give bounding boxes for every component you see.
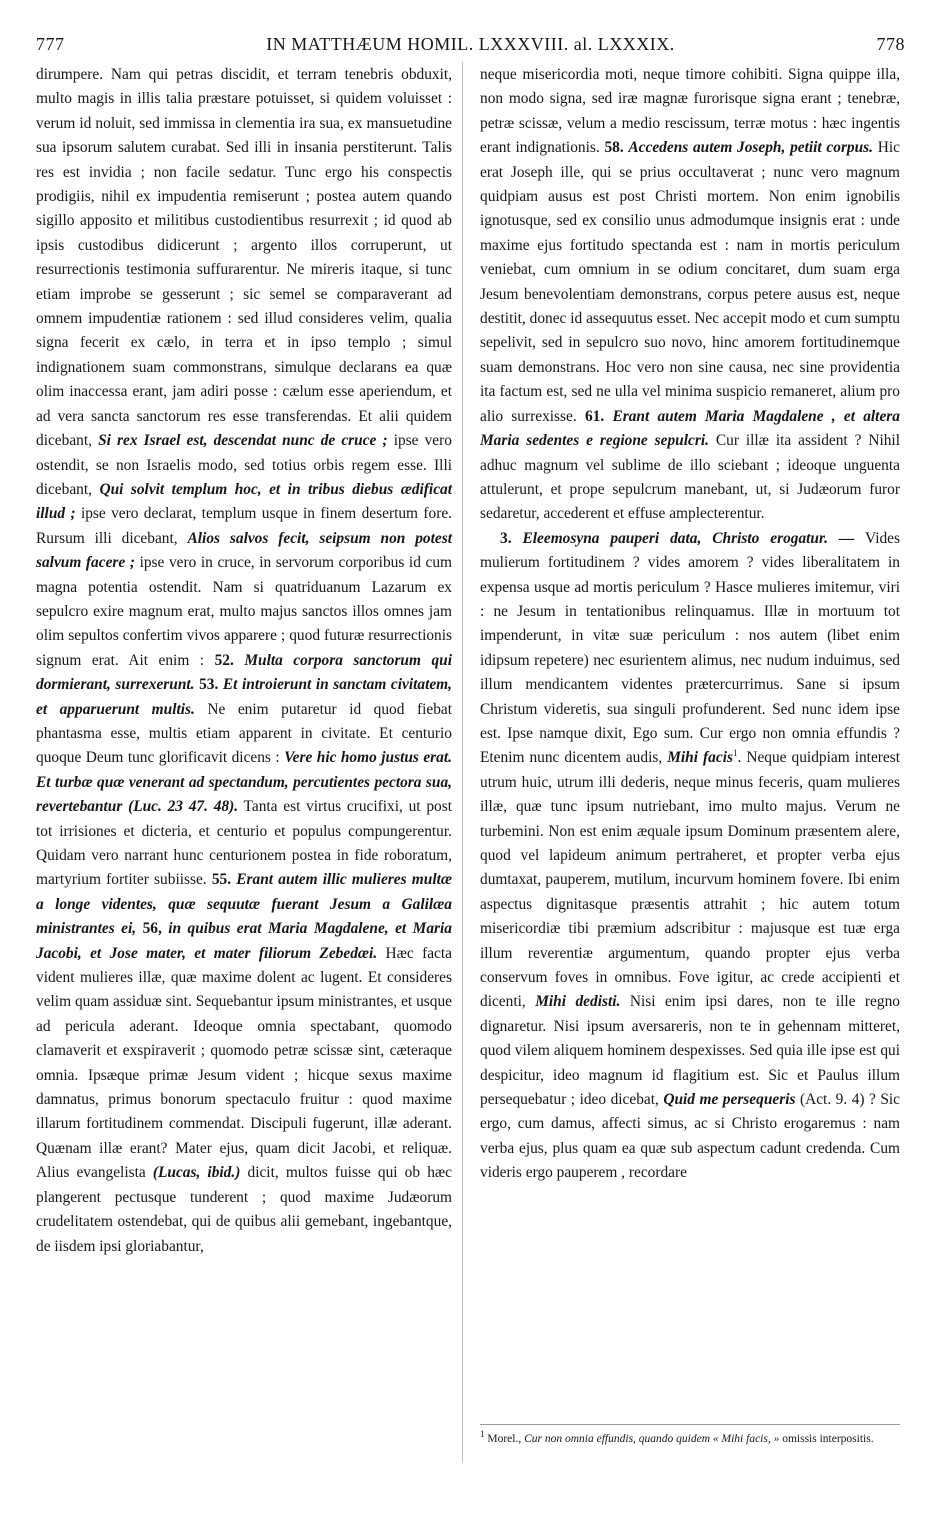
quotation: in quibus erat Maria Magdalene, et Maria Jacobi, et Jose mater, et mater filiorum Zebedæi. xyxy=(36,920,452,962)
text: Hic erat Joseph ille, qui se prius occultaverat ; nunc vero magnum quidpiam ausus est post Christi mortem. Non enim ignobilis ignotusque, sed ex consilio unus admodumque insignis erat : unde maxime ejus fortitudo spectanda est : nam in mortis periculum veniebat, cum omnium in se odium concitaret, dum suam erga Jesum benevolentiam demonstrans, corpus petere ausus est, neque destitit, donec id assequutus esset. Nec accepit modo et cum sumptu sepelivit, sed in sepulcro suo novo, hinc amorem fortitudinemque suam demonstrans. Hoc vero non sine causa, nec sine providentia ita factum est, sed ne ulla vel minima suspicio remaneret, alium pro alio surrexisse. xyxy=(480,139,900,425)
text: omissis interpositis. xyxy=(782,1433,874,1445)
text: dirumpere. Nam qui petras discidit, et terram tenebris obduxit, multo magis in illis talia præstare potuisset, si quidem voluisset : verum id noluit, sed immissa in clementia ira sua, ex mansuetudine sua ipsorum salutem curabat. Sed illi in insania perstiterunt. Talis res est invidia ; non facile sedatur. Tunc ergo his conspectis prodigiis, nihil ex impudentia remiserunt ; postea autem quando sigillo apposito et militibus custodientibus resurrexit ; id quod ab ipsis custodibus didicerunt ; argento illos corruperunt, ut resurrectionis testimonia suffurarentur. Ne mireris itaque, si tunc etiam improbe se gesserunt ; sic semel se comparaverant ad omnem impudentiæ rationem : sed illud consideres velim, qualia signa fecerit ex cælo, in terra et in ipso templo ; simul indignationem suam commonstrans, simulque declarans ea quæ olim inaccessa erant, jam adiri posse : cælum esse aperiendum, et ad vera sancta sanctorum res esse transferendas. Et alii quidem dicebant, xyxy=(36,66,452,450)
page-number-left: 777 xyxy=(36,34,65,54)
text: Vides mulierum fortitudinem ? vides amorem ? vides liberalitatem in expensa usque ad mortis periculum ? Hasce mulieres imitemur, viri : ne Jesum in tentationibus relinquamus. Illæ in mortuum tot impenderunt, in vitæ suæ periculum : nos autem (libet enim idipsum repetere) nec esurientem alimus, nec nudum induimus, sed illum mendicantem videntes prætercurrimus. Sane si ipsum Christum videretis, sua singuli profunderent. Sed nunc idem ipse est. Ipse namque dixit, Ego sum. Cur ergo non omnia effundis ? Etenim nunc dicentem audis, xyxy=(480,529,900,767)
text: (Act. 9. 4) ? Sic ergo, cum damus, affecti simus, ac si Christo erogaremus : nam verba ejus, plus quam ea quæ sub aspectum cadunt credenda. Cum videris ergo pauperem , recordare xyxy=(480,1091,900,1182)
text: ipse vero ostendit, se non Israelis modo, sed totius orbis regem esse. Illi dicebant, xyxy=(36,432,452,498)
quotation: Alios salvos fecit, seipsum non potest salvum facere ; xyxy=(36,529,452,572)
quotation: Qui solvit templum hoc, et in tribus diebus ædificat illud ; xyxy=(36,480,452,523)
quotation: Accedens autem Joseph, petiit corpus. xyxy=(628,139,874,157)
text: Ne enim putaretur id quod fiebat phantasma esse, multis etiam apparent in civitate. Et centurio quoque Deum tunc glorificavit dicens : xyxy=(36,700,452,767)
right-column xyxy=(480,63,900,1186)
text: Tanta est virtus crucifixi, ut post tot irrisiones et dicteria, et centurio et populus compungerentur. Quidam vero narrant hunc centurionem postea in fide roboratum, martyrium fortiter subiisse. xyxy=(36,798,452,889)
quotation: Cur non omnia effundis, quando quidem « Mihi facis, » xyxy=(524,1433,780,1445)
text: ipse vero declarat, templum usque in finem desertum fore. Rursum illi dicebant, xyxy=(36,505,452,547)
verse-number: 53. xyxy=(199,676,219,694)
paragraph xyxy=(480,527,900,1186)
quotation: Si rex Israel est, descendat nunc de cruce ; xyxy=(98,432,388,450)
text: Morel., xyxy=(487,1433,522,1445)
verse-number: 55. xyxy=(211,871,232,889)
quotation: Et introierunt in sanctam civitatem, et apparuerunt multis. xyxy=(36,676,452,718)
footnote xyxy=(480,1424,900,1447)
quotation: Erant autem Maria Magdalene , et altera Maria sedentes e regione sepulcri. xyxy=(480,407,900,450)
verse-number: 52. xyxy=(214,651,234,669)
text: ipse vero in cruce, in servorum corporibus id cum magna potentia ostendit. Nam si quatriduanum Lazarum ex sepulcro exire magnum erat, multo majus sanctos illos omnes jam olim sepultos confertim vivos apparere ; quod futuræ resurrectionis signum erat. Ait enim : xyxy=(36,554,452,669)
quotation: Mihi facis xyxy=(667,749,733,767)
section-title: Eleemosyna pauperi data, Christo erogatur. — xyxy=(522,529,855,547)
running-header xyxy=(36,30,905,58)
text: Nisi enim ipsi dares, non te ille regno dignaretur. Nisi ipsum aversareris, non te in gehennam mitteret, quod vilem aliquem hominem despexisses. Sed quia ille ipse est qui despicitur, ideo magnum id flagitium est. Sic et Paulus illum persequebatur ; ideo dicebat, xyxy=(480,993,900,1109)
left-column xyxy=(36,63,452,1259)
quotation: Quid me persequeris xyxy=(663,1091,796,1109)
footnote-number: 1 xyxy=(480,1429,485,1440)
quotation: Vere hic homo justus erat. Et turbæ quæ venerant ad spectandum, percutientes pectora sua, revertebantur (Luc. 23 47. 48). xyxy=(36,749,452,816)
text: Hæc facta vident mulieres illæ, quæ maxime dolent ac lugent. Et consideres velim quam assiduæ sint. Sequebantur ipsum ministrantes, et usque ad pericula aderant. Ideoque omnia spectabant, quomodo clamaverit et exspiraverit ; quomodo petræ scissæ sint, cæteraque omnia. Ipsæque primæ Jesum vident ; hicque sexus maxime damnatus, primus bonorum spectaculo fruitur : quod maxime illarum fortitudinem commendat. Discipuli fugerunt, illæ aderant. Quænam illæ erant? Mater ejus, quam dicit Jacobi, et reliquæ. Alius evangelista xyxy=(36,944,452,1182)
quotation: Multa corpora sanctorum qui dormierant, surrexerunt. xyxy=(36,651,452,694)
verse-number: 58. xyxy=(604,139,624,157)
verse-number: 61. xyxy=(584,407,605,425)
footnote-ref[interactable]: 1 xyxy=(732,748,738,759)
page-number-right: 778 xyxy=(876,34,905,54)
text: neque misericordia moti, neque timore cohibiti. Signa quippe illa, non modo signa, sed iræ magnæ furorisque signa erant ; tenebræ, petræ scissæ, velum a medio rescissum, terræ motus : hæc ingentis erant indignationis. xyxy=(480,66,900,157)
paragraph xyxy=(36,63,452,1259)
text: dicit, multos fuisse qui ob hæc plangerent pectusque tunderent ; quod maxime Judæorum crudelitatem ostendebat, qui de quibus alii gemebant, ingebantque, de iisdem ipsi gloriabantur, xyxy=(36,1164,452,1255)
quotation: Erant autem illic mulieres multæ a longe videntes, quæ sequutæ fuerant Jesum a Galilæa ministrantes ei, xyxy=(36,871,452,938)
column-divider xyxy=(462,62,463,1462)
paragraph xyxy=(480,63,900,527)
text: Cur illæ ita assident ? Nihil adhuc magnum vel sublime de illo sciebant ; ideoque unguenta attulerunt, et prope sepulcrum manebant, ut, si Judæorum furor sedaretur, accederent et effuse amplecterentur. xyxy=(480,432,900,523)
verse-number: 56, xyxy=(142,920,162,938)
quotation: (Lucas, ibid.) xyxy=(152,1164,241,1182)
text: . Neque quidpiam interest utrum huic, utrum illi dederis, neque minus feceris, quam mulieres illæ, quæ tunc ipsum nutriebant, imo multo majus. Verum ne turbemini. Non est enim æquale ipsum Dominum præsentem alere, quod vel lapideum animum pertraheret, et propter verba ejus dumtaxat, pauperem, mutilum, incurvum hominem fovere. Ibi enim aspectus dignitasque præsentis attrahit ; hic autem totum misericordiæ tibi præmium adscribitur : majusque est tuæ erga illum reverentiæ argumentum, quando propter ejus verba conservum foves in omnibus. Fove igitur, ac crede accipienti et dicenti, xyxy=(480,749,900,1011)
section-number: 3. xyxy=(500,529,512,547)
running-title: IN MATTHÆUM HOMIL. LXXXVIII. al. LXXXIX. xyxy=(266,34,675,54)
quotation: Mihi dedisti. xyxy=(535,993,621,1011)
